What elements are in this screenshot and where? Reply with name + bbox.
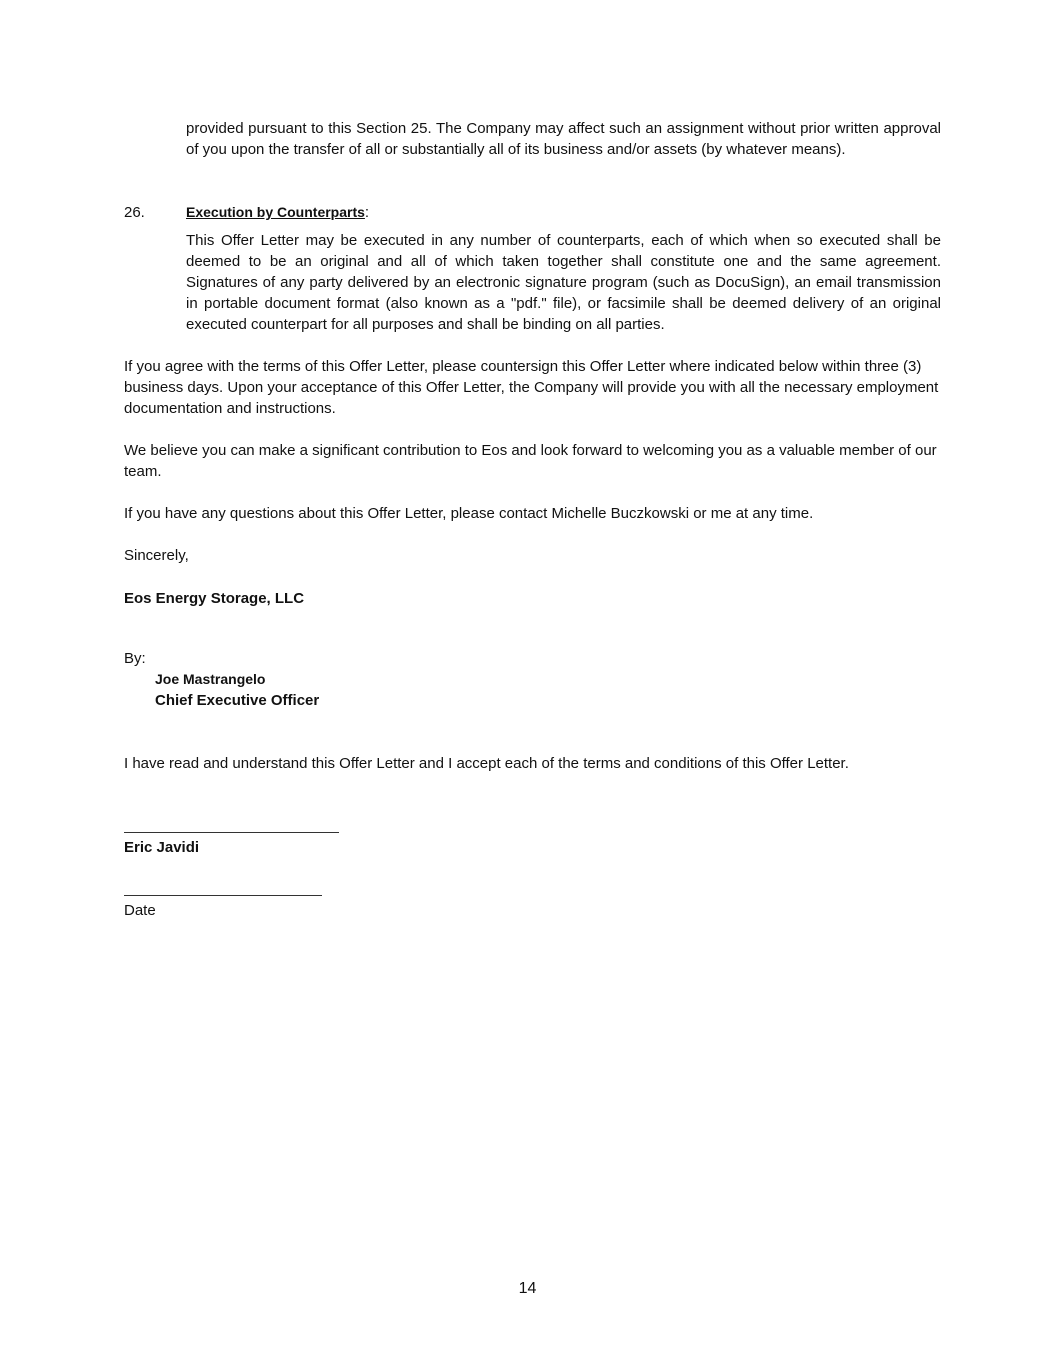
section-26-number: 26.: [124, 204, 145, 221]
signer-name: Joe Mastrangelo: [155, 671, 266, 687]
by-label: By:: [124, 650, 146, 667]
employee-name: Eric Javidi: [124, 839, 200, 856]
section-26-heading-colon: :: [364, 204, 370, 221]
company-name: Eos Energy Storage, LLC: [124, 590, 305, 607]
section-26-heading-label: Execution by Counterparts: [186, 204, 365, 220]
date-signature-line: [124, 895, 322, 896]
acceptance-statement: I have read and understand this Offer Letter and I accept each of the terms and conditions of this Offer Letter.: [124, 755, 849, 772]
employee-signature-line: [124, 832, 339, 833]
signer-title: Chief Executive Officer: [155, 692, 320, 709]
closing-salutation: Sincerely,: [124, 547, 189, 564]
agreement-paragraph: If you agree with the terms of this Offer Letter, please countersign this Offer Letter where indicated below within three (3) business days. Upon your acceptance of this Offer Letter, the Company will provide you with all the necessary employment documentation and instructions.: [124, 358, 939, 417]
questions-paragraph: If you have any questions about this Offer Letter, please contact Michelle Buczkowski or me at any time.: [124, 505, 814, 522]
date-label: Date: [124, 902, 156, 919]
page-number: 14: [518, 1280, 537, 1297]
contribution-paragraph: We believe you can make a significant contribution to Eos and look forward to welcoming you as a valuable member of our team.: [124, 442, 937, 480]
section-26-heading: [186, 202, 369, 223]
continued-section-25-paragraph: provided pursuant to this Section 25. The Company may affect such an assignment without prior written approval of you upon the transfer of all or substantially all of its business and/or assets (by whatever means).: [186, 120, 941, 158]
section-26-body: This Offer Letter may be executed in any number of counterparts, each of which when so executed shall be deemed to be an original and all of which taken together shall constitute one and the same agreement. Signatures of any party delivered by an electronic signature program (such as DocuSign), an email transmission in portable document format (also known as a "pdf." file), or facsimile shall be deemed delivery of an original executed counterpart for all purposes and shall be binding on all parties.: [186, 232, 941, 333]
